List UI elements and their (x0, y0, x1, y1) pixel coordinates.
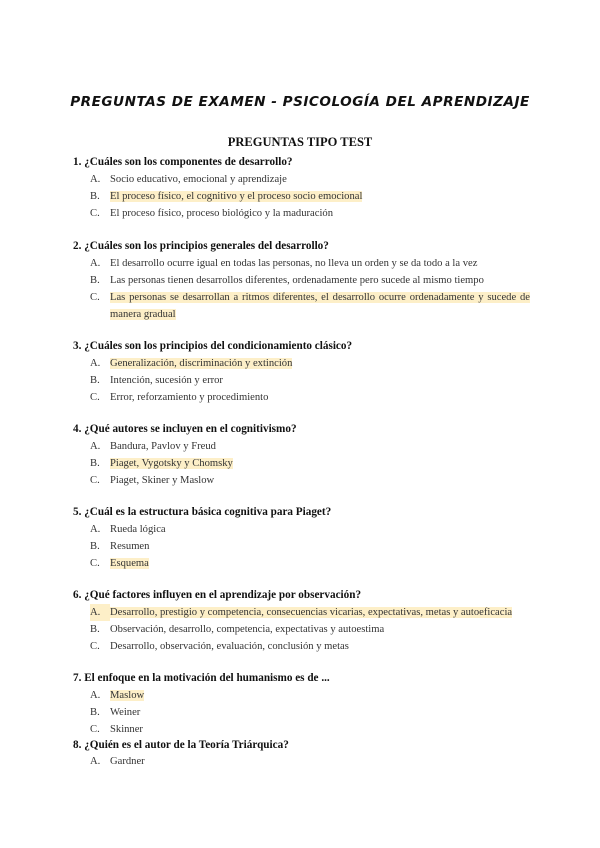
option-text-highlighted: Esquema (110, 558, 149, 569)
question-1-option-c (90, 205, 530, 222)
option-letter: C. (90, 475, 100, 486)
question-1-option-b (90, 188, 530, 205)
question-1: 1. ¿Cuáles son los componentes de desarrollo? (73, 156, 293, 168)
option-text: Piaget, Skiner y Maslow (110, 475, 215, 486)
option-letter: B. (90, 541, 100, 552)
question-4-option-c (90, 472, 530, 489)
question-2-option-c (90, 289, 530, 323)
option-text: El proceso físico, proceso biológico y la maduración (110, 208, 333, 219)
question-3-option-b (90, 372, 530, 389)
question-2-option-a (90, 255, 530, 272)
option-letter: C. (90, 641, 100, 652)
question-3: 3. ¿Cuáles son los principios del condicionamiento clásico? (73, 340, 353, 352)
option-letter: B. (90, 707, 100, 718)
question-1-option-a (90, 171, 530, 188)
option-text-highlighted: El proceso físico, el cognitivo y el proceso socio emocional (110, 191, 363, 202)
document-title: PREGUNTAS DE EXAMEN - PSICOLOGÍA DEL APRENDIZAJE (70, 94, 530, 110)
option-letter: A. (90, 524, 101, 535)
option-letter: B. (90, 275, 100, 286)
option-text-highlighted: Piaget, Vygotsky y Chomsky (110, 458, 233, 469)
section-heading: PREGUNTAS TIPO TEST (227, 135, 373, 149)
option-text: Gardner (110, 756, 145, 767)
question-6: 6. ¿Qué factores influyen en el aprendizaje por observación? (73, 589, 362, 601)
option-letter: A. (90, 756, 101, 767)
option-text: Las personas tienen desarrollos diferentes, ordenadamente pero sucede al mismo tiempo (110, 275, 484, 286)
question-6-option-c (90, 638, 530, 655)
option-letter: C. (90, 292, 100, 303)
question-7-option-c (90, 721, 530, 738)
option-text: Intención, sucesión y error (110, 375, 223, 386)
option-text: Skinner (110, 724, 143, 735)
question-8: 8. ¿Quién es el autor de la Teoría Triárquica? (73, 739, 289, 751)
question-5-option-b (90, 538, 530, 555)
option-letter: C. (90, 208, 100, 219)
option-letter: A. (90, 690, 101, 701)
option-text: El desarrollo ocurre igual en todas las personas, no lleva un orden y se da todo a la vez (110, 258, 478, 269)
option-letter: A. (90, 604, 110, 621)
option-text: Observación, desarrollo, competencia, expectativas y autoestima (110, 624, 385, 635)
option-text-highlighted: Generalización, discriminación y extinción (110, 358, 293, 369)
option-text: Bandura, Pavlov y Freud (110, 441, 216, 452)
question-7: 7. El enfoque en la motivación del humanismo es de ... (73, 672, 330, 684)
question-8-option-a (90, 753, 530, 770)
option-text: Error, reforzamiento y procedimiento (110, 392, 269, 403)
option-letter: B. (90, 375, 100, 386)
option-letter: C. (90, 558, 100, 569)
option-text-highlighted: Maslow (110, 690, 145, 701)
option-text: Rueda lógica (110, 524, 166, 535)
question-5: 5. ¿Cuál es la estructura básica cognitiva para Piaget? (73, 506, 332, 518)
question-3-option-a (90, 355, 530, 372)
option-letter: A. (90, 441, 101, 452)
option-letter: B. (90, 624, 100, 635)
question-5-option-c (90, 555, 530, 572)
question-5-option-a (90, 521, 530, 538)
option-letter: C. (90, 392, 100, 403)
option-text: Weiner (110, 707, 141, 718)
option-letter: C. (90, 724, 100, 735)
option-text: Socio educativo, emocional y aprendizaje (110, 174, 287, 185)
question-6-option-a (90, 604, 530, 621)
question-3-option-c (90, 389, 530, 406)
option-text: Resumen (110, 541, 150, 552)
option-text-highlighted: Las personas se desarrollan a ritmos diferentes, el desarrollo ocurre ordenadamente y sucede de manera gradual (110, 292, 530, 320)
question-6-option-b (90, 621, 530, 638)
question-7-option-b (90, 704, 530, 721)
question-7-option-a (90, 687, 530, 704)
option-letter: A. (90, 258, 101, 269)
option-text-highlighted: Desarrollo, prestigio y competencia, consecuencias vicarias, expectativas, metas y autoeficacia (110, 607, 513, 618)
question-4-option-a (90, 438, 530, 455)
question-4: 4. ¿Qué autores se incluyen en el cognitivismo? (73, 423, 297, 435)
option-letter: A. (90, 174, 101, 185)
question-4-option-b (90, 455, 530, 472)
option-letter: A. (90, 358, 101, 369)
option-letter: B. (90, 458, 100, 469)
option-text: Desarrollo, observación, evaluación, conclusión y metas (110, 641, 349, 652)
question-2: 2. ¿Cuáles son los principios generales del desarrollo? (73, 240, 329, 252)
option-letter: B. (90, 191, 100, 202)
question-2-option-b (90, 272, 530, 289)
